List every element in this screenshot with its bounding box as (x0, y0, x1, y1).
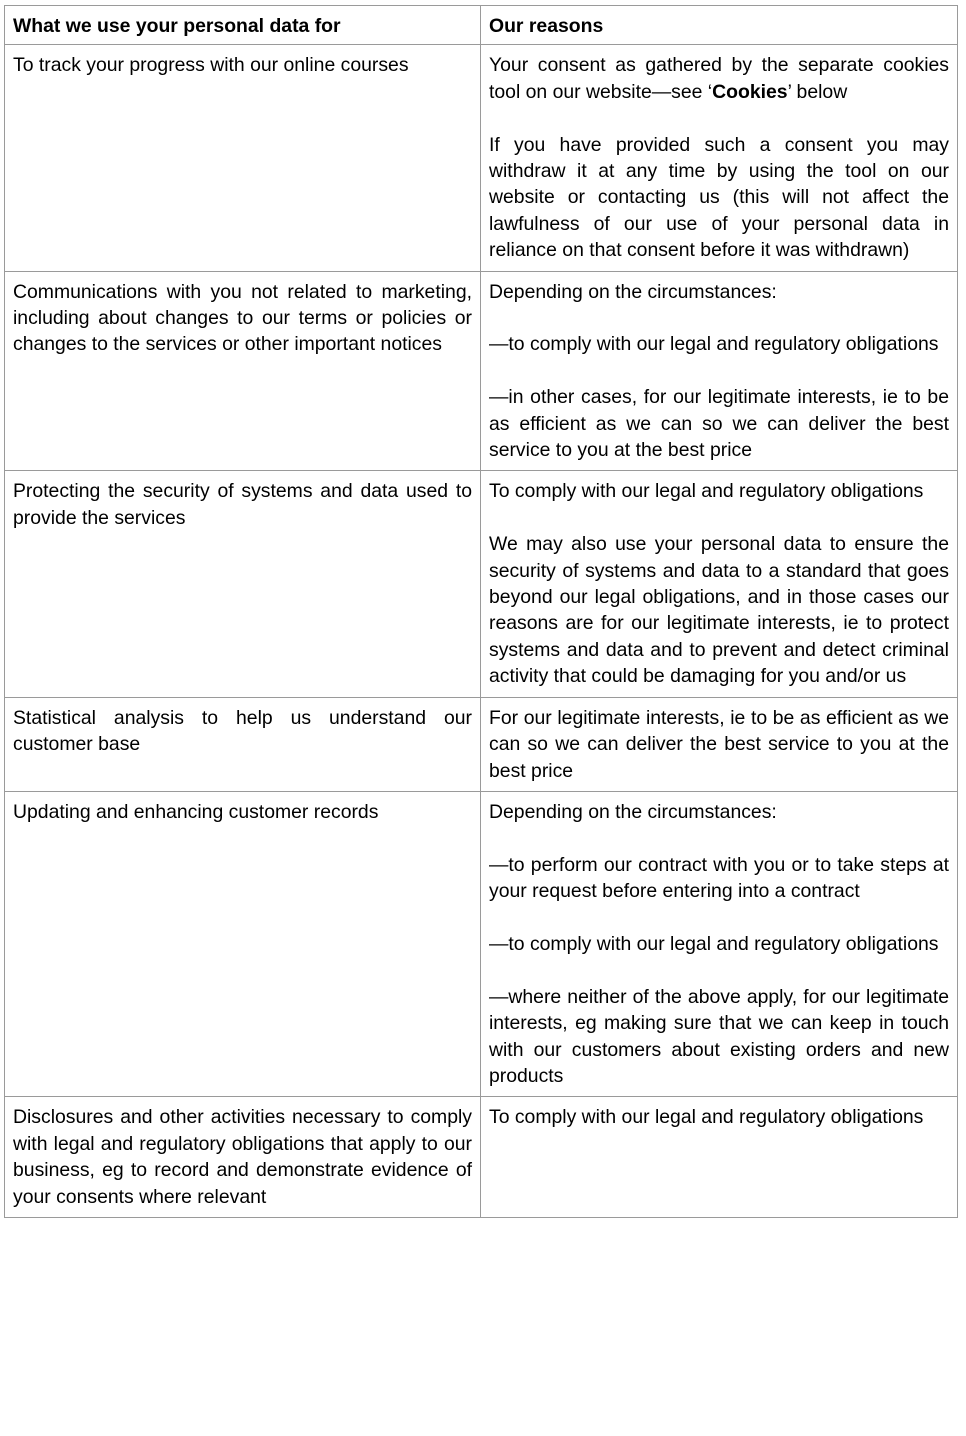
reasons-cell (481, 471, 958, 697)
table-row (5, 471, 958, 697)
reasons-cell (481, 45, 958, 271)
table-header-row (5, 6, 958, 45)
personal-data-table (4, 5, 958, 1218)
reasons-cell (481, 697, 958, 791)
use-cell: Protecting the security of systems and data used to provide the services (5, 471, 481, 697)
reasons-cell (481, 271, 958, 471)
reason-paragraph (489, 52, 949, 105)
reason-text: Your consent as gathered by the separate cookies tool on our website—see ‘ (489, 54, 949, 103)
reason-paragraph: —to perform our contract with you or to take steps at your request before entering into a contract (489, 853, 949, 903)
reason-paragraph: —in other cases, for our legitimate interests, ie to be as efficient as we can so we can deliver the best service to you at the best price (489, 386, 949, 462)
table-row (5, 791, 958, 1096)
reason-paragraph: —where neither of the above apply, for our legitimate interests, eg making sure that we can keep in touch with our customers about existing orders and new products (489, 985, 949, 1087)
reason-paragraph: If you have provided such a consent you may withdraw it at any time by using the tool on our website or contacting us (this will not affect the lawfulness of our use of your personal data in reliance on that consent before it was withdrawn) (489, 133, 949, 262)
use-cell: Disclosures and other activities necessary to comply with legal and regulatory obligations that apply to our business, eg to record and demonstrate evidence of your consents where relevant (5, 1097, 481, 1218)
reason-paragraph: —to comply with our legal and regulatory obligations (489, 932, 939, 955)
reason-paragraph: For our legitimate interests, ie to be as efficient as we can so we can deliver the best service to you at the best price (489, 706, 949, 782)
reason-paragraph: We may also use your personal data to ensure the security of systems and data to a standard that goes beyond our legal obligations, and in those cases our reasons are for our legitimate interests, ie to protect systems and data and to prevent and detect criminal activity that could be damaging for you and/or us (489, 533, 949, 688)
reason-paragraph: Depending on the circumstances: (489, 800, 777, 823)
cookies-bold-text: Cookies (712, 80, 788, 103)
use-cell: To track your progress with our online courses (5, 45, 481, 271)
table-row (5, 45, 958, 271)
reason-paragraph: To comply with our legal and regulatory obligations (489, 480, 924, 503)
use-cell: Communications with you not related to marketing, including about changes to our terms or policies or changes to the services or other important notices (5, 271, 481, 471)
reasons-cell (481, 1097, 958, 1218)
reason-paragraph: —to comply with our legal and regulatory obligations (489, 333, 939, 356)
reason-paragraph: To comply with our legal and regulatory obligations (489, 1106, 924, 1129)
table-row (5, 697, 958, 791)
reason-paragraph: Depending on the circumstances: (489, 280, 777, 303)
use-cell: Statistical analysis to help us understand our customer base (5, 697, 481, 791)
header-reasons: Our reasons (481, 6, 958, 45)
use-cell: Updating and enhancing customer records (5, 791, 481, 1096)
reason-text: ’ below (787, 80, 848, 103)
reasons-cell (481, 791, 958, 1096)
table-row (5, 1097, 958, 1218)
table-row (5, 271, 958, 471)
header-use: What we use your personal data for (5, 6, 481, 45)
